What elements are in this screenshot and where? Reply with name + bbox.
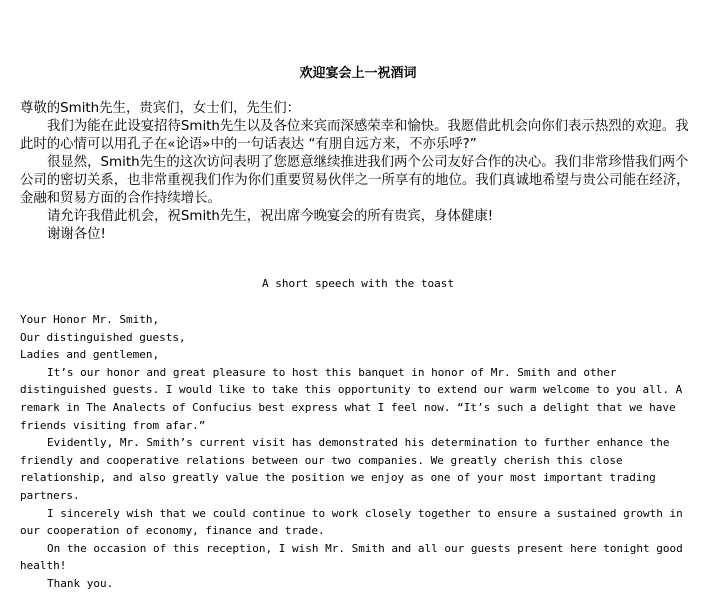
chinese-paragraph: 很显然，Smith先生的这次访问表明了您愿意继续推进我们两个公司友好合作的决心。我们非常珍惜我们两个公司的密切关系，也非常重视我们作为你们重要贸易伙伴之一所享有的地位。我们真诚地希望与贵公司能在经济，金融和贸易方面的合作持续增长。	[20, 155, 690, 206]
chinese-title: 欢迎宴会上一祝酒词	[299, 66, 417, 81]
english-paragraph: Thank you.	[47, 576, 114, 590]
english-paragraph: Evidently, Mr. Smith’s current visit has demonstrated his determination to further enhance the friendly and cooperative relations between our two companies. We greatly cherish this close relationship, and also greatly value the position we enjoy as one of your most important trading partners.	[20, 436, 670, 502]
chinese-speech	[20, 100, 700, 244]
chinese-salutation: 尊敬的Smith先生，贵宾们，女士们，先生们：	[20, 101, 301, 116]
english-paragraph: It’s our honor and great pleasure to host this banquet in honor of Mr. Smith and other distinguished guests. I would like to take this opportunity to extend our warm welcome to you all. A remark in The Analects of Confucius best express what I feel now. “It’s such a delight that we have friends visiting from afar.”	[20, 365, 683, 432]
english-speech	[20, 311, 700, 593]
english-salutation-line: Your Honor Mr. Smith,	[20, 313, 160, 326]
chinese-paragraph: 谢谢各位!	[47, 227, 106, 242]
english-paragraph: I sincerely wish that we could continue to work closely together to ensure a sustained growth in our cooperation of economy, finance and trade.	[20, 506, 683, 538]
chinese-paragraph: 我们为能在此设宴招待Smith先生以及各位来宾而深感荣幸和愉快。我愿借此机会向你们表示热烈的欢迎。我此时的心情可以用孔子在«论语»中的一句话表达 “有朋自远方来，不亦乐呼?”	[20, 119, 689, 152]
chinese-paragraph: 请允许我借此机会，祝Smith先生，祝出席今晚宴会的所有贵宾，身体健康!	[47, 209, 494, 224]
english-salutation-line: Our distinguished guests,	[20, 330, 186, 344]
english-paragraph: On the occasion of this reception, I wish Mr. Smith and all our guests present here tonight good health!	[20, 541, 683, 573]
english-title: A short speech with the toast	[261, 277, 455, 290]
english-salutation-line: Ladies and gentlemen,	[20, 348, 160, 362]
